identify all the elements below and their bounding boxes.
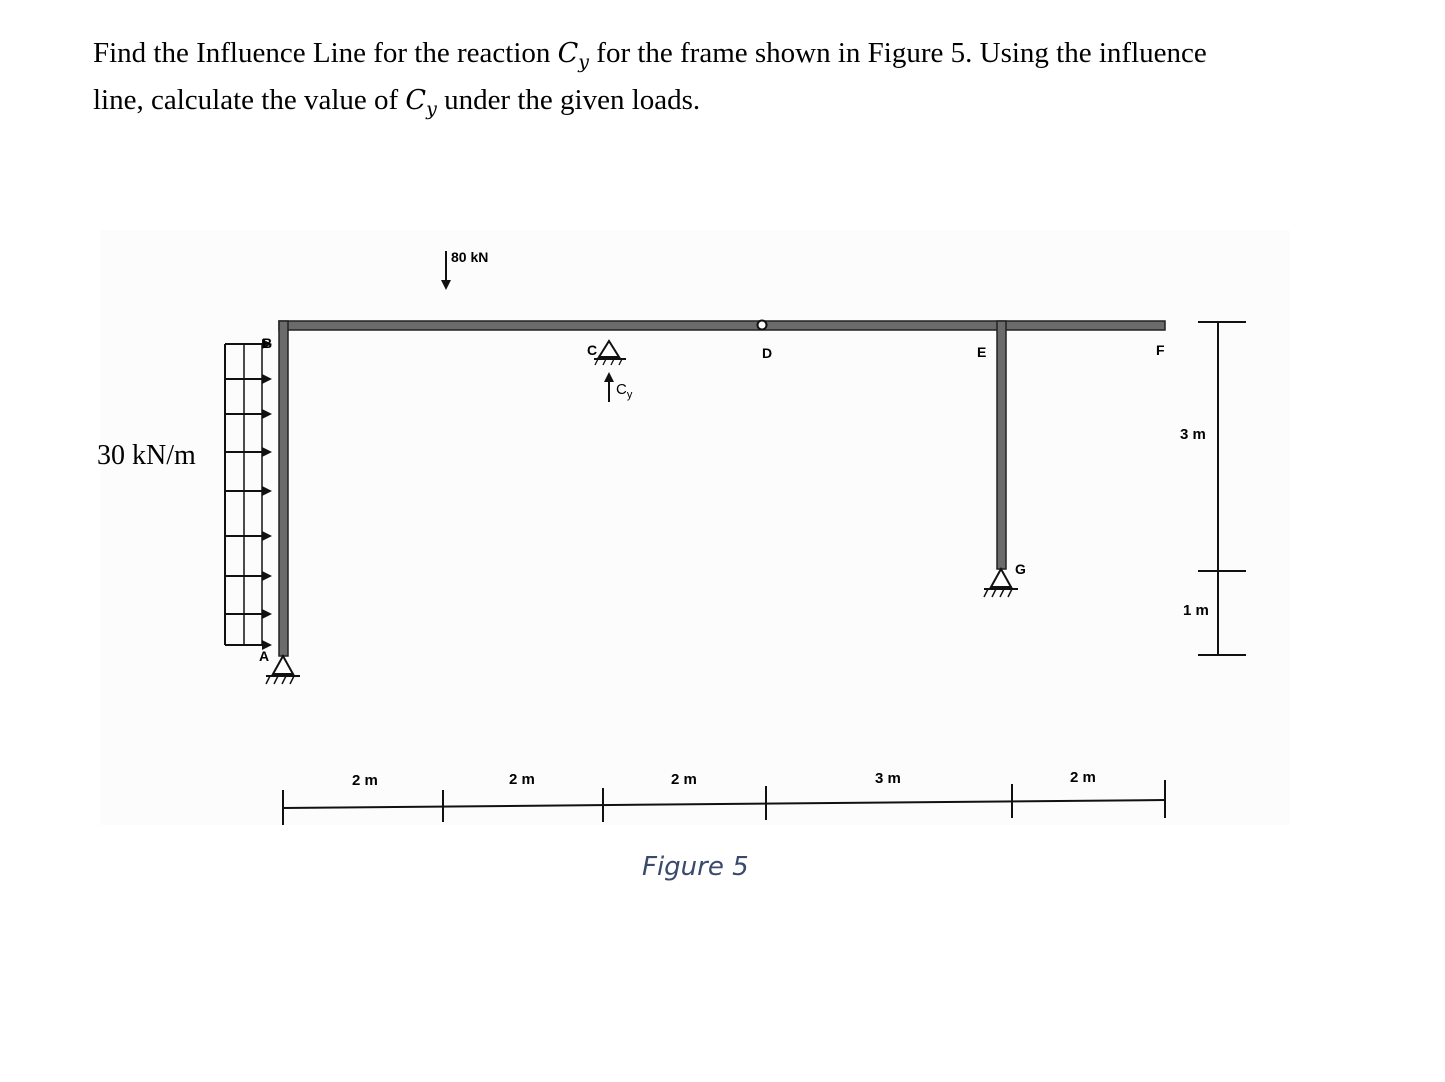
span-dim-3: 2 m bbox=[671, 771, 697, 788]
symbol-subscript: y bbox=[426, 98, 437, 120]
reaction-label bbox=[616, 381, 632, 401]
distributed-load-arrows bbox=[225, 339, 272, 650]
node-label-g: G bbox=[1015, 561, 1026, 577]
node-label-d: D bbox=[762, 345, 773, 361]
problem-text: under the given loads. bbox=[436, 84, 701, 116]
symbol-subscript: y bbox=[578, 51, 590, 73]
node-label-c: C bbox=[587, 342, 598, 358]
column-eg bbox=[997, 321, 1006, 569]
problem-text: line, calculate the value of bbox=[93, 84, 406, 116]
problem-text: Find the Influence Line for the reaction bbox=[93, 37, 558, 69]
span-dim-2: 2 m bbox=[509, 771, 535, 788]
hinge-d bbox=[758, 321, 767, 330]
node-label-f: F bbox=[1156, 342, 1165, 358]
pin-support-g bbox=[984, 569, 1018, 597]
pin-support-a bbox=[266, 656, 300, 684]
vertical-dim-1m: 1 m bbox=[1183, 602, 1209, 619]
reaction-label-main: C bbox=[616, 381, 627, 398]
support-c bbox=[594, 341, 626, 365]
symbol-main: C bbox=[405, 85, 427, 116]
problem-text: for the frame shown in Figure 5. Using the influence bbox=[589, 37, 1207, 69]
reaction-arrow-cy bbox=[604, 372, 614, 402]
column-ab bbox=[279, 321, 288, 656]
vertical-dim-3m: 3 m bbox=[1180, 426, 1206, 443]
span-dim-1: 2 m bbox=[352, 772, 378, 789]
figure-caption: Figure 5 bbox=[642, 852, 749, 882]
point-load-label: 80 kN bbox=[451, 249, 489, 265]
span-dim-5: 2 m bbox=[1070, 769, 1096, 786]
point-load-arrow bbox=[441, 251, 451, 290]
beam-bf bbox=[279, 321, 1165, 330]
node-label-b: B bbox=[262, 335, 273, 351]
node-label-a: A bbox=[259, 648, 270, 664]
span-dim-4: 3 m bbox=[875, 770, 901, 787]
symbol-main: C bbox=[557, 38, 579, 69]
reaction-label-sub: y bbox=[626, 389, 633, 401]
node-label-e: E bbox=[977, 344, 987, 360]
distributed-load-label: 30 kN/m bbox=[97, 440, 196, 471]
horizontal-dimension-line bbox=[283, 780, 1165, 825]
